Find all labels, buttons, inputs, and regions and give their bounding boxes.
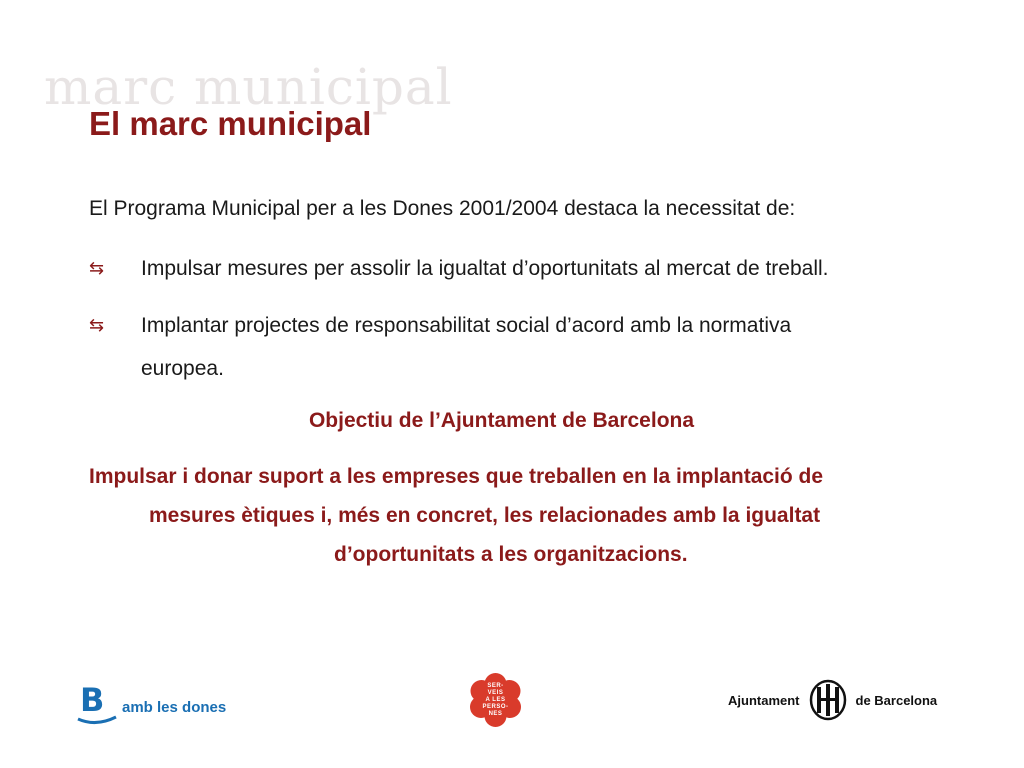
- flower-text-line: A LES: [485, 697, 506, 703]
- barcelona-seal-icon: [808, 679, 848, 721]
- intro-text: El Programa Municipal per a les Dones 2001/2004 destaca la necessitat de:: [89, 197, 796, 220]
- flower-text-line: VEIS: [487, 690, 504, 696]
- objective-line-1: Impulsar i donar suport a les empreses que treballen en la implantació de: [89, 465, 824, 488]
- double-arrow-icon: ⇆: [89, 315, 105, 336]
- watermark-text: marc municipal: [44, 58, 453, 116]
- amb-les-dones-label: amb les dones: [122, 698, 227, 716]
- objective-heading: Objectiu de l’Ajuntament de Barcelona: [308, 409, 695, 432]
- objective-line-2: mesures ètiques i, més en concret, les relacionades amb la igualtat: [149, 504, 821, 527]
- objective-line-3: d’oportunitats a les organitzacions.: [334, 543, 688, 566]
- bullet-text-line-1: Implantar projectes de responsabilitat social d’acord amb la normativa: [141, 314, 792, 337]
- flower-text: [468, 683, 523, 718]
- flower-text-line: SER-: [487, 683, 504, 689]
- serveis-a-les-persones-logo: [468, 673, 523, 728]
- bullet-text-line-2: europea.: [141, 357, 224, 380]
- ajuntament-de-barcelona-logo: [728, 678, 937, 722]
- svg-text:B: B: [80, 681, 105, 719]
- flower-text-line: PERSO-: [482, 704, 509, 710]
- bullet-text: Impulsar mesures per assolir la igualtat d’oportunitats al mercat de treball.: [141, 257, 829, 280]
- de-barcelona-label: de Barcelona: [855, 692, 938, 708]
- objective-body: [89, 457, 949, 574]
- bullet-item: [89, 247, 919, 290]
- ajuntament-label: Ajuntament: [728, 692, 800, 708]
- b-logo-icon: [76, 681, 118, 727]
- amb-les-dones-logo: [76, 680, 226, 728]
- double-arrow-icon: ⇆: [89, 258, 105, 279]
- flower-text-line: NES: [488, 711, 503, 717]
- bullet-item: [89, 304, 919, 390]
- page-title: El marc municipal: [89, 105, 372, 142]
